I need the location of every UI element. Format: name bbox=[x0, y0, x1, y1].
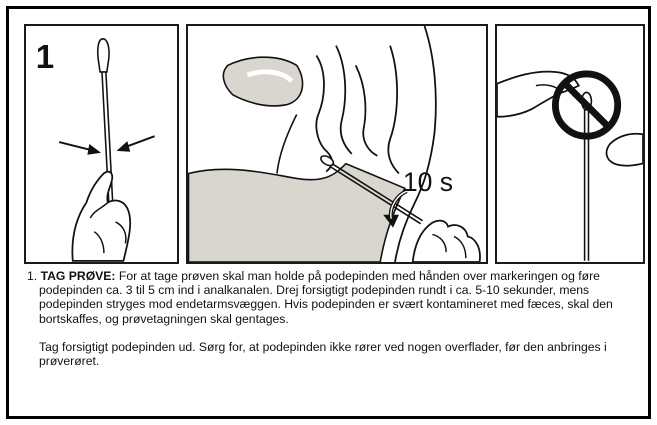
insertion-illustration bbox=[188, 26, 486, 262]
step-label: TAG PRØVE: bbox=[40, 269, 116, 283]
timer-label: 10 s bbox=[402, 167, 454, 198]
swab-icon bbox=[582, 92, 592, 260]
step-number: 1 bbox=[35, 39, 55, 77]
instruction-paragraph-2: Tag forsigtigt podepinden ud. Sørg for, at podepinden ikke rører ved nogen overflader, før den anbringes i prøverøret. bbox=[39, 339, 607, 369]
illustration-no-touch bbox=[495, 24, 645, 264]
hand-icon bbox=[72, 172, 130, 261]
tissue-shading bbox=[189, 164, 405, 262]
instruction-body-1: For at tage prøven skal man holde på podepinden med hånden over markeringen og føre podepinden ca. 3 til 5 cm ind i analkanalen. Drej forsigtigt podepinden rundt i ca. 5-10 sekunder, mens podepinden stryges mod endetarmsvæggen. Hvis podepinden er svært kontamineret med fæces, skal den bortskaffes, og prøvetagningen skal gentages. bbox=[39, 269, 613, 326]
instruction-paragraph-1 bbox=[27, 269, 647, 326]
no-touch-icon bbox=[555, 74, 617, 136]
illustration-insert-swab bbox=[186, 24, 488, 264]
illustration-hold-swab bbox=[24, 24, 179, 264]
hand-icon bbox=[607, 134, 643, 166]
hold-swab-illustration bbox=[26, 26, 177, 262]
instruction-card bbox=[6, 6, 651, 419]
step-prefix: 1. bbox=[27, 269, 38, 283]
no-touch-illustration bbox=[497, 26, 643, 262]
instruction-text bbox=[27, 269, 647, 368]
